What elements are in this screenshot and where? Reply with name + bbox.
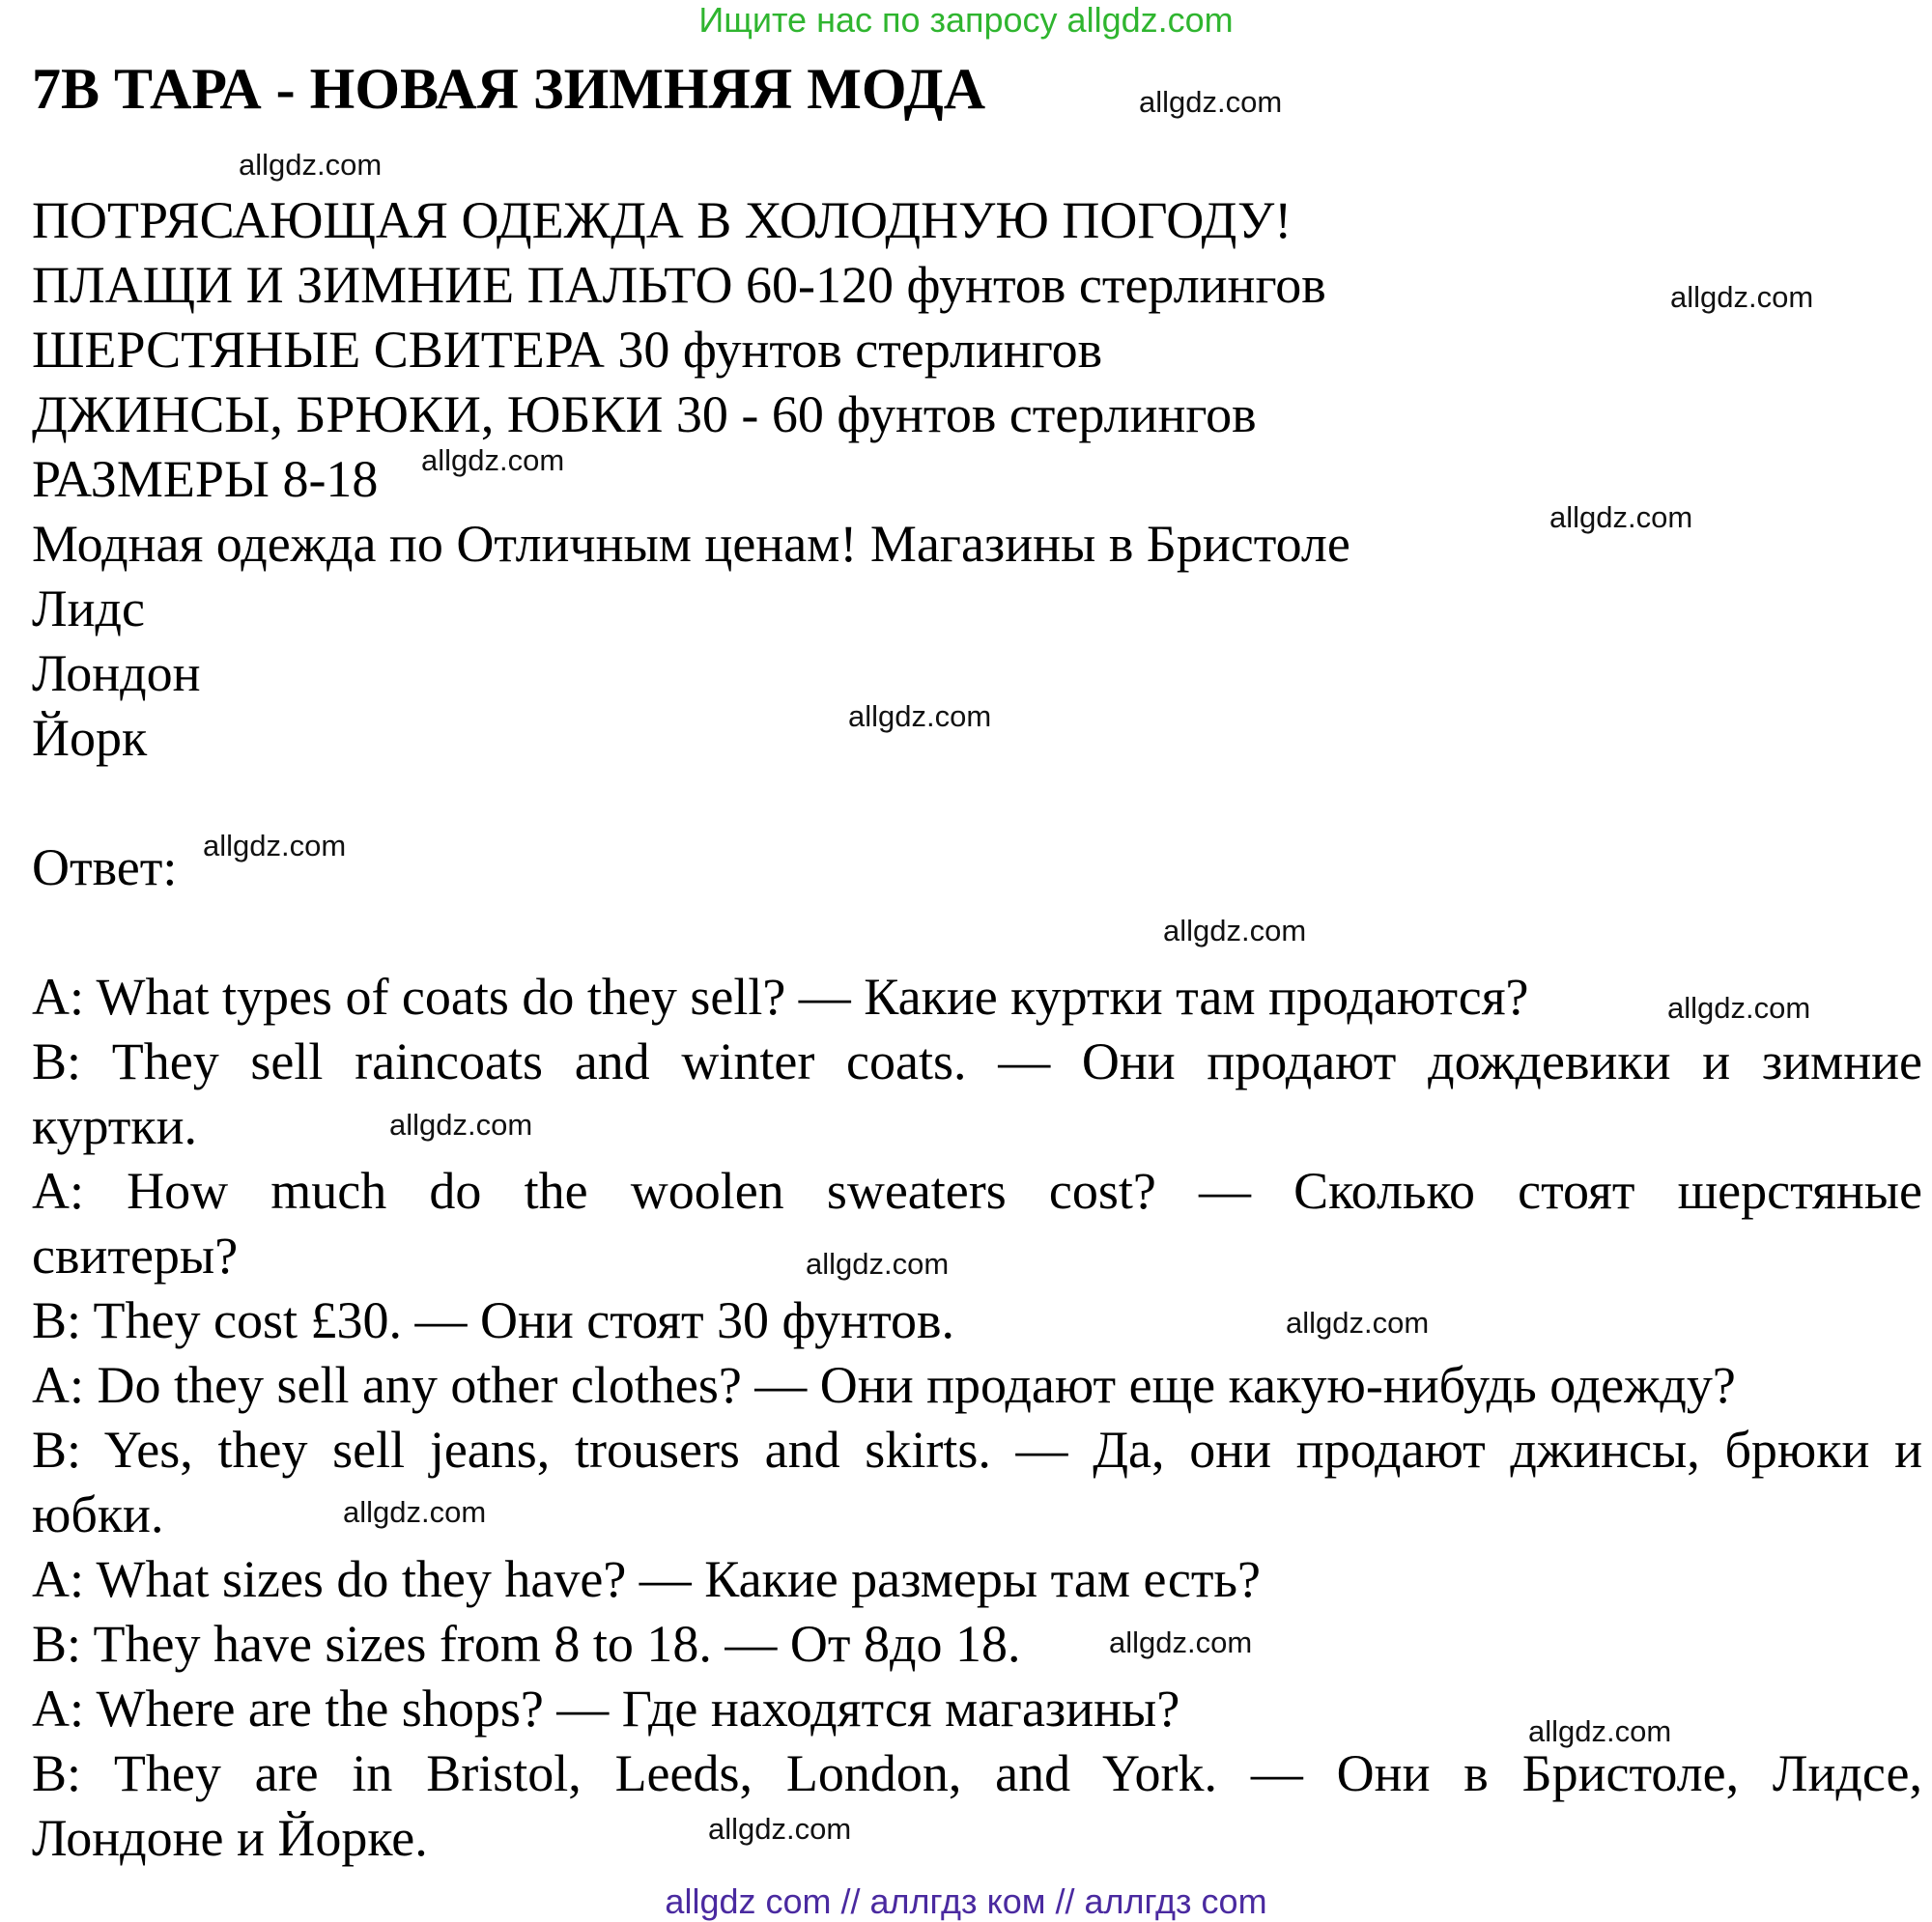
dialog-line-6a: B: Yes, they sell jeans, trousers and skirts. — Да, они продают джинсы, брюки и — [32, 1421, 1922, 1479]
answer-label: Ответ: — [32, 838, 178, 896]
watermark: allgdz.com — [1549, 500, 1693, 534]
ad-city-york: Йорк — [32, 709, 148, 767]
page-title: 7B ТАРА - НОВАЯ ЗИМНЯЯ МОДА — [32, 57, 986, 121]
watermark: allgdz.com — [343, 1495, 487, 1529]
watermark: allgdz.com — [1139, 85, 1283, 119]
dialog-line-2a: B: They sell raincoats and winter coats. — Они продают дождевики и зимние — [32, 1032, 1922, 1090]
watermark: allgdz.com — [1667, 991, 1811, 1025]
watermark: allgdz.com — [848, 699, 992, 733]
watermark: allgdz.com — [1109, 1625, 1253, 1659]
watermark: allgdz.com — [1286, 1306, 1430, 1340]
dialog-line-10b: Лондоне и Йорке. — [32, 1809, 428, 1867]
watermark: allgdz.com — [421, 443, 565, 477]
watermark: allgdz.com — [1163, 914, 1307, 947]
dialog-line-10a: B: They are in Bristol, Leeds, London, and York. — Они в Бристоле, Лидсе, — [32, 1744, 1922, 1802]
ad-headline: ПОТРЯСАЮЩАЯ ОДЕЖДА В ХОЛОДНУЮ ПОГОДУ! — [32, 191, 1293, 249]
watermark: allgdz.com — [1670, 280, 1814, 314]
ad-jeans-price: ДЖИНСЫ, БРЮКИ, ЮБКИ 30 - 60 фунтов стерлингов — [32, 385, 1257, 443]
ad-city-london: Лондон — [32, 644, 201, 702]
ad-sweaters-price: ШЕРСТЯНЫЕ СВИТЕРА 30 фунтов стерлингов — [32, 321, 1103, 379]
dialog-line-2b: куртки. — [32, 1097, 197, 1155]
dialog-line-1: A: What types of coats do they sell? — Какие куртки там продаются? — [32, 968, 1529, 1026]
watermark: allgdz.com — [708, 1812, 852, 1846]
dialog-line-3b: свитеры? — [32, 1227, 239, 1285]
watermark: allgdz.com — [806, 1247, 950, 1281]
dialog-line-9: A: Where are the shops? — Где находятся магазины? — [32, 1680, 1180, 1738]
watermark: allgdz.com — [389, 1108, 533, 1142]
footer-links: allgdz com // аллгдз ком // аллгдз com — [665, 1881, 1267, 1921]
ad-slogan: Модная одежда по Отличным ценам! Магазины в Бристоле — [32, 515, 1350, 573]
dialog-line-3a: A: How much do the woolen sweaters cost? — Сколько стоят шерстяные — [32, 1162, 1922, 1220]
dialog-line-8: B: They have sizes from 8 to 18. — От 8до 18. — [32, 1615, 1021, 1673]
dialog-line-6b: юбки. — [32, 1485, 164, 1543]
watermark: allgdz.com — [203, 829, 347, 862]
ad-city-leeds: Лидс — [32, 579, 145, 637]
dialog-line-7: A: What sizes do they have? — Какие размеры там есть? — [32, 1550, 1262, 1608]
ad-sizes: РАЗМЕРЫ 8-18 — [32, 450, 379, 508]
watermark: allgdz.com — [239, 148, 383, 182]
ad-coats-price: ПЛАЩИ И ЗИМНИЕ ПАЛЬТО 60-120 фунтов стерлингов — [32, 256, 1326, 314]
dialog-line-4: B: They cost £30. — Они стоят 30 фунтов. — [32, 1291, 954, 1349]
dialog-line-5: A: Do they sell any other clothes? — Они продают еще какую-нибудь одежду? — [32, 1356, 1736, 1414]
top-banner: Ищите нас по запросу allgdz.com — [698, 0, 1234, 40]
watermark: allgdz.com — [1528, 1714, 1672, 1748]
